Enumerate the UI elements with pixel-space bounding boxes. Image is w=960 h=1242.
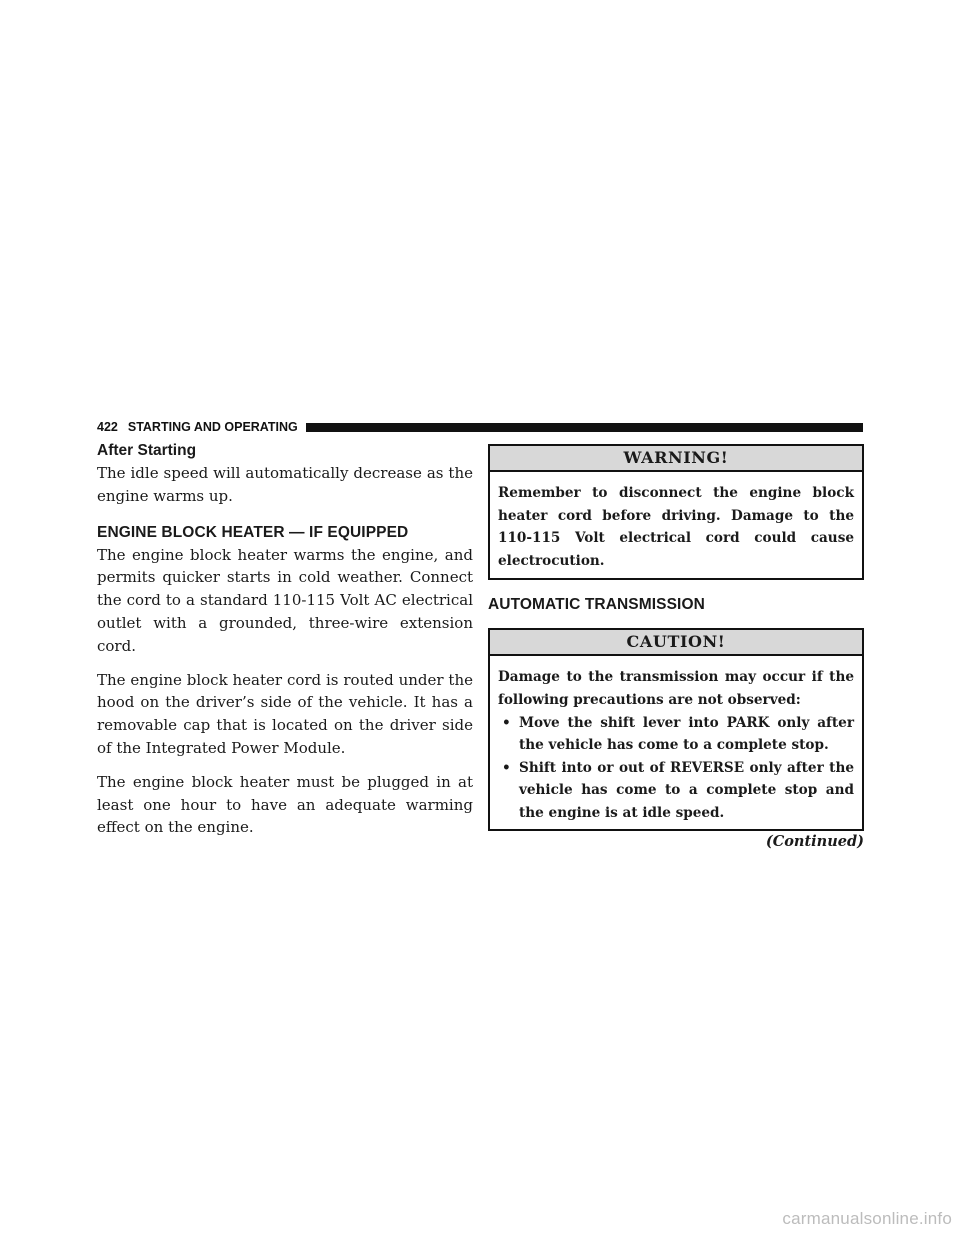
caution-box — [488, 628, 864, 830]
caution-title: CAUTION! — [490, 630, 862, 656]
left-column — [97, 440, 473, 839]
warning-box — [488, 444, 864, 580]
block-heater-paragraph-2: The engine block heater cord is routed under the hood on the driver’s side of the vehicle. It has a removable cap that is located on the driver side of the Integrated Power Module. — [97, 670, 473, 757]
block-heater-paragraph-3: The engine block heater must be plugged in at least one hour to have an adequate warming effect on the engine. — [97, 772, 473, 837]
after-starting-text: The idle speed will automatically decrease as the engine warms up. — [97, 464, 473, 505]
caution-bullet-2: • Shift into or out of REVERSE only after the vehicle has come to a complete stop and the engine is at idle speed. — [498, 757, 854, 825]
page-number: 422 — [97, 420, 118, 434]
transmission-heading: AUTOMATIC TRANSMISSION — [488, 596, 705, 614]
section-title: STARTING AND OPERATING — [127, 420, 298, 434]
page-header — [97, 418, 863, 436]
right-column — [488, 444, 864, 852]
block-heater-paragraph-1: The engine block heater warms the engine, and permits quicker starts in cold weather. Connect the cord to a standard 110-115 Volt AC electrical outlet with a grounded, three-wire extension cord. — [97, 545, 473, 655]
caution-list — [498, 712, 854, 825]
block-heater-heading: ENGINE BLOCK HEATER — IF EQUIPPED — [97, 523, 409, 541]
header-rule — [306, 423, 863, 432]
watermark: carmanualsonline.info — [782, 1209, 952, 1228]
warning-text: Remember to disconnect the engine block heater cord before driving. Damage to the 110-115 Volt electrical cord could cause electrocution. — [498, 485, 854, 569]
caution-bullet-1: • Move the shift lever into PARK only after the vehicle has come to a complete stop. — [498, 712, 854, 757]
continued-label: (Continued) — [765, 832, 864, 850]
warning-title: WARNING! — [490, 446, 862, 472]
after-starting-heading: After Starting — [97, 442, 197, 459]
caution-intro: Damage to the transmission may occur if the following precautions are not observed: — [498, 669, 854, 708]
